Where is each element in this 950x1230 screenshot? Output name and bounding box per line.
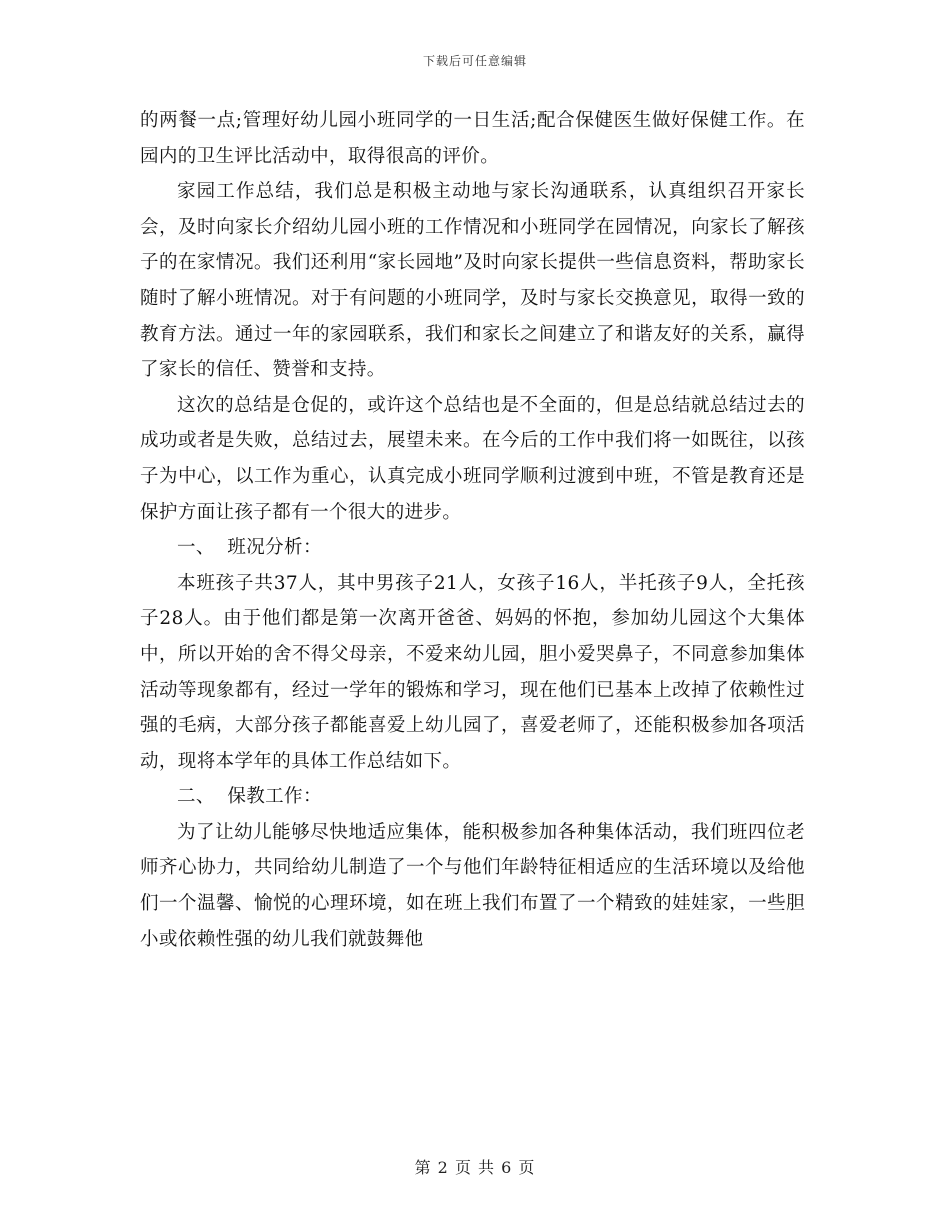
paragraph-2: 家园工作总结，我们总是积极主动地与家长沟通联系，认真组织召开家长会，及时向家长介绍幼儿园小班的工作情况和小班同学在园情况，向家长了解孩子的在家情况。我们还利用“家长园地”及时向家长提供一些信息资料，帮助家长随时了解小班情况。对于有问题的小班同学，及时与家长交换意见，取得一致的教育方法。通过一年的家园联系，我们和家长之间建立了和谐友好的关系，赢得了家长的信任、赞誉和支持。 [140,181,805,381]
paragraph-1: 的两餐一点;管理好幼儿园小班同学的一日生活;配合保健医生做好保健工作。在园内的卫生评比活动中，取得很高的评价。 [140,110,805,167]
page-footer: 第 2 页 共 6 页 [414,1158,536,1177]
page-header: 下载后可任意编辑 [422,54,527,68]
section-heading-1: 一、 班况分析： [177,537,322,559]
paragraph-5: 为了让幼儿能够尽快地适应集体，能积极参加各种集体活动，我们班四位老师齐心协力，共同给幼儿制造了一个与他们年龄特征相适应的生活环境以及给他们一个温馨、愉悦的心理环境，如在班上我们布置了一个精致的娃娃家，一些胆小或依赖性强的幼儿我们就鼓舞他 [140,821,805,950]
section-heading-2: 二、 保教工作： [177,786,322,808]
paragraph-4: 本班孩子共37人，其中男孩子21人，女孩子16人，半托孩子9人，全托孩子28人。由于他们都是第一次离开爸爸、妈妈的怀抱，参加幼儿园这个大集体中，所以开始的舍不得父母亲，不爱来幼儿园，胆小爱哭鼻子，不同意参加集体活动等现象都有，经过一学年的锻炼和学习，现在他们已基本上改掉了依赖性过强的毛病，大部分孩子都能喜爱上幼儿园了，喜爱老师了，还能积极参加各项活动，现将本学年的具体工作总结如下。 [140,572,805,772]
document-body [140,103,805,957]
paragraph-3: 这次的总结是仓促的，或许这个总结也是不全面的，但是总结就总结过去的成功或者是失败，总结过去，展望未来。在今后的工作中我们将一如既往，以孩子为中心，以工作为重心，认真完成小班同学顺利过渡到中班，不管是教育还是保护方面让孩子都有一个很大的进步。 [140,394,805,523]
